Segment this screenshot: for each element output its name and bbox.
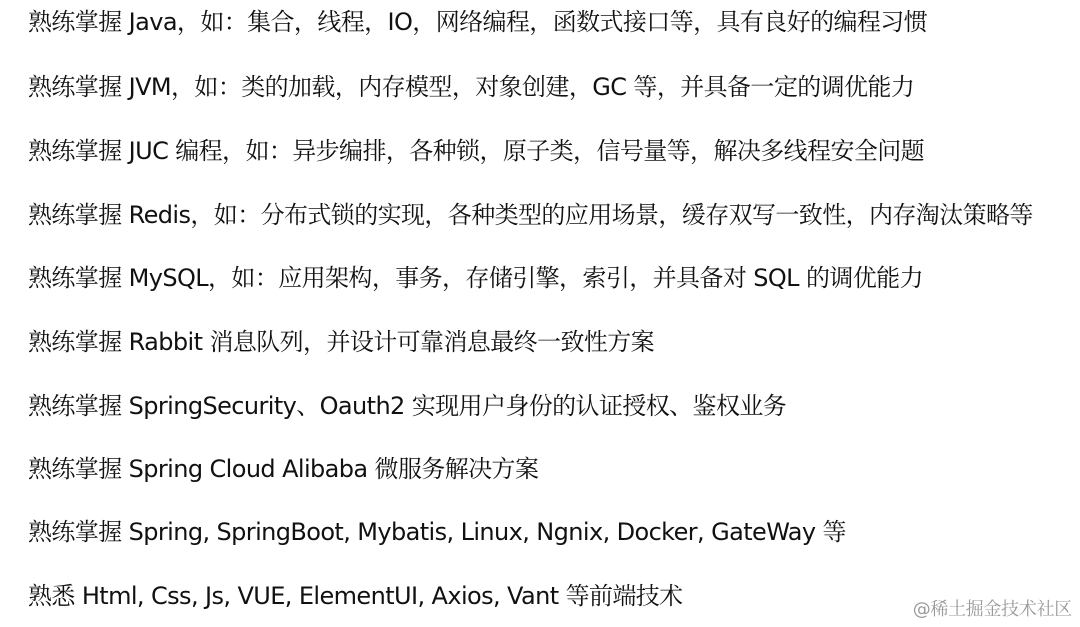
skill-line-redis: 熟练掌握 Redis，如：分布式锁的实现，各种类型的应用场景，缓存双写一致性，内存淘汰策略等: [28, 201, 1033, 229]
skill-line-jvm: 熟练掌握 JVM，如：类的加载，内存模型，对象创建，GC 等，并具备一定的调优能力: [28, 73, 915, 101]
skill-line-frameworks: 熟练掌握 Spring, SpringBoot, Mybatis, Linux, Ngnix, Docker, GateWay 等: [28, 518, 846, 546]
skill-line-juc: 熟练掌握 JUC 编程，如：异步编排，各种锁，原子类，信号量等，解决多线程安全问题: [28, 137, 925, 165]
skill-line-spring-cloud: 熟练掌握 Spring Cloud Alibaba 微服务解决方案: [28, 455, 539, 483]
skill-line-java: 熟练掌握 Java，如：集合，线程，IO，网络编程，函数式接口等，具有良好的编程习惯: [28, 8, 928, 36]
skill-line-rabbitmq: 熟练掌握 Rabbit 消息队列，并设计可靠消息最终一致性方案: [28, 328, 655, 356]
skill-line-security: 熟练掌握 SpringSecurity、Oauth2 实现用户身份的认证授权、鉴权业务: [28, 392, 787, 420]
skill-line-mysql: 熟练掌握 MySQL，如：应用架构，事务，存储引擎，索引，并具备对 SQL 的调优能力: [28, 264, 923, 292]
juejin-watermark: @稀土掘金技术社区: [912, 599, 1072, 620]
skill-line-frontend: 熟悉 Html, Css, Js, VUE, ElementUI, Axios, Vant 等前端技术: [28, 582, 683, 610]
